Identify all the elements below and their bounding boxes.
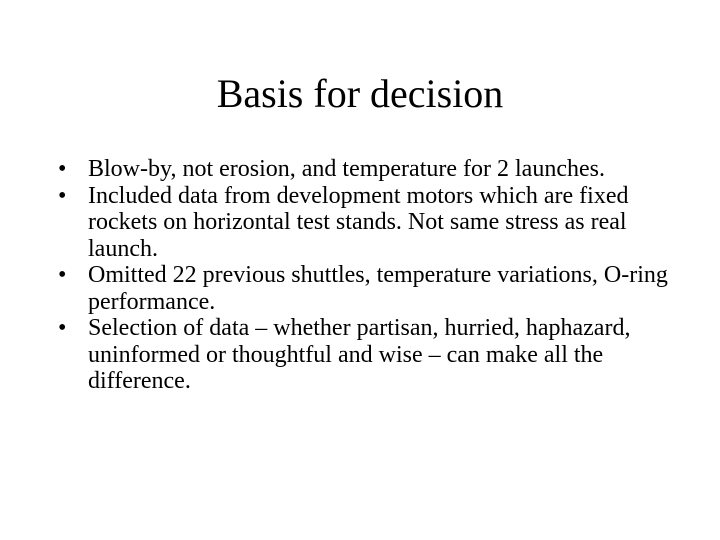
list-item (58, 156, 678, 183)
bullet-text: Blow-by, not erosion, and temperature for 2 launches. (88, 156, 605, 182)
bullet-marker: • (58, 182, 67, 209)
bullet-marker: • (58, 315, 67, 341)
bullet-marker: • (58, 156, 67, 182)
bullet-text: Included data from development motors which are fixed rockets on horizontal test stands. Not same stress as real launch. (88, 182, 629, 262)
bullet-list (58, 156, 678, 395)
bullet-text: Omitted 22 previous shuttles, temperature variations, O-ring performance. (88, 262, 668, 315)
list-item (58, 262, 678, 315)
bullet-text: Selection of data – whether partisan, hurried, haphazard, uninformed or thoughtful and wise – can make all the difference. (88, 315, 631, 394)
list-item (58, 315, 678, 395)
bullet-marker: • (58, 262, 67, 288)
slide-title: Basis for decision (216, 71, 504, 116)
list-item (58, 183, 678, 263)
